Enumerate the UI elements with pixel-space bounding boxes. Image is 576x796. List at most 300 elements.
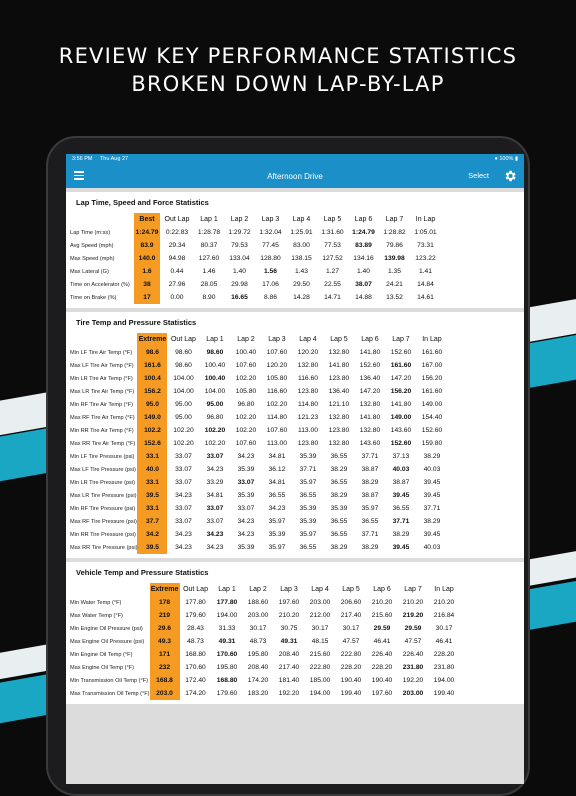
value-cell: 147.20 (359, 388, 381, 395)
value-cell: 226.40 (402, 651, 424, 658)
value-cell: 195.80 (247, 651, 269, 658)
value-cell: 34.23 (237, 518, 255, 525)
table-row (70, 291, 441, 304)
best-value-cell: 161.6 (137, 359, 167, 372)
value-cell: 98.60 (206, 349, 224, 356)
value-cell: 212.00 (309, 612, 331, 619)
header-spacer (70, 213, 134, 226)
value-cell: 1:29.72 (228, 229, 251, 236)
value-cell: 141.80 (359, 349, 381, 356)
value-cell: 167.00 (421, 362, 443, 369)
value-cell: 38.29 (423, 453, 441, 460)
row-label: Max RR Tire Pressure (psi) (70, 544, 138, 551)
nav-title: Afternoon Drive (267, 171, 323, 181)
value-cell: 8.90 (202, 294, 216, 301)
best-value-cell: 98.6 (137, 346, 167, 359)
table-row (70, 424, 447, 437)
value-cell: 98.60 (175, 349, 192, 356)
value-cell: 102.20 (204, 427, 226, 434)
section-title: Vehicle Temp and Pressure Statistics (76, 568, 209, 577)
value-cell: 8.86 (263, 294, 278, 301)
best-value-cell: 219 (150, 609, 180, 622)
value-cell: 33.07 (206, 518, 224, 525)
value-cell: 80.37 (200, 242, 218, 249)
value-cell: 179.60 (185, 612, 206, 619)
value-cell: 197.60 (371, 690, 393, 697)
value-cell: 33.07 (175, 505, 192, 512)
value-cell: 156.20 (421, 375, 443, 382)
table-row (70, 515, 447, 528)
value-cell: 210.20 (402, 599, 424, 606)
column-header[interactable]: In Lap (422, 336, 442, 343)
row-label: Max Water Temp (°F) (70, 612, 123, 619)
column-header[interactable]: Extreme (137, 333, 167, 346)
column-header[interactable]: Lap 6 (354, 216, 373, 223)
column-header[interactable]: Lap 3 (261, 216, 280, 223)
value-cell: 1:31.60 (321, 229, 344, 236)
wifi-icon: ● (494, 156, 498, 162)
value-cell: 35.39 (299, 453, 317, 460)
value-cell: 107.60 (235, 440, 257, 447)
value-cell: 123.22 (415, 255, 436, 262)
value-cell: 102.20 (173, 427, 194, 434)
value-cell: 203.00 (247, 612, 269, 619)
value-cell: 104.00 (204, 388, 226, 395)
value-cell: 206.60 (340, 599, 362, 606)
value-cell: 141.80 (359, 414, 381, 421)
value-cell: 29.59 (404, 625, 422, 632)
value-cell: 107.60 (266, 349, 288, 356)
value-cell: 149.00 (421, 401, 443, 408)
value-cell: 159.80 (421, 440, 443, 447)
column-header[interactable]: Lap 2 (237, 336, 255, 343)
value-cell: 83.00 (293, 242, 310, 249)
value-cell: 210.20 (371, 599, 393, 606)
value-cell: 181.40 (278, 677, 300, 684)
value-cell: 36.12 (268, 466, 286, 473)
value-cell: 194.00 (309, 690, 331, 697)
best-value-cell: 1.6 (134, 265, 160, 278)
value-cell: 102.20 (235, 375, 257, 382)
row-label: Max RR Tire Air Temp (°F) (70, 440, 136, 447)
value-cell: 219.20 (402, 612, 424, 619)
table-row (70, 450, 447, 463)
value-cell: 37.71 (361, 531, 379, 538)
value-cell: 14.28 (293, 294, 310, 301)
table-row (70, 596, 460, 609)
value-cell: 35.97 (361, 505, 379, 512)
value-cell: 79.53 (231, 242, 248, 249)
value-cell: 1:28.82 (383, 229, 406, 236)
value-cell: 36.55 (330, 479, 348, 486)
value-cell: 46.41 (373, 638, 391, 645)
row-label: Max Transmission Oil Temp (°F) (70, 690, 150, 697)
table-row (70, 239, 441, 252)
value-cell: 152.60 (390, 349, 412, 356)
value-cell: 104.00 (173, 388, 194, 395)
value-cell: 35.97 (299, 531, 317, 538)
value-cell: 161.60 (421, 349, 443, 356)
value-cell: 37.71 (361, 453, 379, 460)
value-cell: 34.81 (268, 453, 286, 460)
value-cell: 188.60 (247, 599, 269, 606)
best-value-cell: 39.5 (137, 541, 167, 554)
table-row (70, 463, 447, 476)
column-header[interactable]: Out Lap (170, 336, 196, 343)
nav-bar (66, 164, 524, 188)
value-cell: 132.80 (297, 362, 319, 369)
best-value-cell: 29.6 (150, 622, 180, 635)
value-cell: 14.84 (417, 281, 434, 288)
value-cell: 34.81 (206, 492, 224, 499)
column-header[interactable]: Lap 5 (342, 586, 360, 593)
header-spacer (70, 333, 137, 346)
value-cell: 35.97 (268, 518, 286, 525)
value-cell: 174.20 (185, 690, 206, 697)
gear-icon[interactable] (503, 169, 517, 183)
value-cell: 33.29 (206, 479, 224, 486)
table-row (70, 541, 447, 554)
table-row (70, 674, 460, 687)
value-cell: 194.00 (433, 677, 455, 684)
value-cell: 96.80 (206, 414, 224, 421)
column-header[interactable]: Lap 5 (330, 336, 348, 343)
value-cell: 34.23 (237, 531, 255, 538)
table-row (70, 346, 447, 359)
value-cell: 210.20 (433, 599, 455, 606)
table-row (70, 648, 460, 661)
value-cell: 183.20 (247, 690, 269, 697)
value-cell: 30.75 (280, 625, 298, 632)
value-cell: 14.71 (324, 294, 341, 301)
headline-line-1: REVIEW KEY PERFORMANCE STATISTICS (58, 44, 518, 68)
column-header[interactable]: Lap 3 (268, 336, 286, 343)
value-cell: 38.87 (392, 479, 410, 486)
value-cell: 156.20 (390, 388, 412, 395)
value-cell: 120.20 (266, 362, 288, 369)
best-value-cell: 33.1 (137, 450, 167, 463)
value-cell: 27.96 (168, 281, 186, 288)
value-cell: 139.98 (384, 255, 405, 262)
table-row (70, 622, 460, 635)
value-cell: 33.07 (175, 453, 192, 460)
row-label: Max LF Tire Pressure (psi) (70, 466, 136, 473)
value-cell: 113.00 (266, 440, 287, 447)
value-cell: 1:32.04 (259, 229, 282, 236)
stats-table (70, 583, 460, 700)
table-row (70, 278, 441, 291)
value-cell: 36.55 (330, 518, 348, 525)
column-header[interactable]: Lap 2 (249, 586, 267, 593)
value-cell: 37.71 (423, 505, 441, 512)
value-cell: 96.80 (237, 401, 255, 408)
battery-level: 100% (499, 156, 514, 162)
value-cell: 127.60 (198, 255, 220, 262)
value-cell: 73.31 (417, 242, 434, 249)
value-cell: 36.55 (299, 544, 317, 551)
row-label: Max RF Tire Pressure (psi) (70, 518, 137, 525)
value-cell: 1.40 (356, 268, 371, 275)
row-label: Min Engine Oil Pressure (psi) (70, 625, 143, 632)
value-cell: 95.00 (175, 414, 192, 421)
value-cell: 179.60 (216, 690, 238, 697)
table-row (70, 385, 447, 398)
section-title: Tire Temp and Pressure Statistics (76, 318, 197, 327)
value-cell: 152.60 (390, 440, 412, 447)
row-label: Max RF Tire Air Temp (°F) (70, 414, 135, 421)
value-cell: 22.55 (324, 281, 341, 288)
value-cell: 33.07 (175, 466, 192, 473)
value-cell: 47.57 (404, 638, 422, 645)
value-cell: 39.45 (392, 492, 410, 499)
section-title: Lap Time, Speed and Force Statistics (76, 198, 209, 207)
value-cell: 133.04 (229, 255, 250, 262)
value-cell: 35.39 (299, 505, 317, 512)
value-cell: 228.20 (433, 651, 455, 658)
value-cell: 35.97 (268, 544, 286, 551)
value-cell: 114.80 (266, 414, 287, 421)
column-header[interactable]: Lap 5 (323, 216, 342, 223)
value-cell: 128.80 (260, 255, 281, 262)
row-label: Max LR Tire Air Temp (°F) (70, 388, 135, 395)
table-row (70, 398, 447, 411)
value-cell: 29.34 (168, 242, 186, 249)
value-cell: 35.39 (237, 544, 255, 551)
value-cell: 177.80 (185, 599, 206, 606)
value-cell: 38.29 (330, 466, 348, 473)
column-header[interactable]: Lap 1 (218, 586, 236, 593)
value-cell: 37.13 (392, 453, 410, 460)
best-value-cell: 39.5 (137, 489, 167, 502)
value-cell: 49.31 (280, 638, 298, 645)
column-header[interactable]: Lap 2 (230, 216, 249, 223)
stats-card (66, 562, 524, 704)
row-label: Min LR Tire Pressure (psi) (70, 479, 135, 486)
column-header[interactable]: Lap 1 (206, 336, 224, 343)
value-cell: 35.39 (268, 531, 286, 538)
value-cell: 123.80 (297, 388, 319, 395)
row-label: Min RR Tire Air Temp (°F) (70, 427, 134, 434)
table-header-row (70, 213, 441, 226)
best-value-cell: 149.0 (137, 411, 167, 424)
column-header[interactable]: Out Lap (164, 216, 190, 223)
value-cell: 34.23 (175, 492, 192, 499)
column-header[interactable]: In Lap (415, 216, 436, 223)
tablet-frame (46, 136, 530, 796)
table-row (70, 687, 460, 700)
value-cell: 152.60 (359, 362, 381, 369)
best-value-cell: 178 (150, 596, 180, 609)
value-cell: 231.80 (402, 664, 424, 671)
value-cell: 194.00 (216, 612, 238, 619)
value-cell: 121.10 (328, 401, 350, 408)
value-cell: 141.80 (328, 362, 350, 369)
table-row (70, 437, 447, 450)
table-row (70, 635, 460, 648)
value-cell: 47.57 (342, 638, 360, 645)
stats-table (70, 213, 441, 304)
column-header[interactable]: Lap 7 (385, 216, 404, 223)
best-value-cell: 168.8 (150, 674, 180, 687)
value-cell: 132.80 (328, 440, 350, 447)
value-cell: 1.41 (418, 268, 433, 275)
promo-headline (0, 42, 576, 98)
column-header[interactable]: Lap 4 (292, 216, 311, 223)
value-cell: 95.00 (175, 401, 192, 408)
value-cell: 147.20 (390, 375, 412, 382)
value-cell: 36.55 (299, 492, 317, 499)
value-cell: 36.55 (268, 492, 286, 499)
value-cell: 1.43 (294, 268, 309, 275)
value-cell: 46.41 (435, 638, 453, 645)
value-cell: 40.03 (392, 466, 410, 473)
value-cell: 102.20 (235, 427, 257, 434)
value-cell: 231.80 (433, 664, 455, 671)
value-cell: 116.60 (266, 388, 287, 395)
column-header[interactable]: Lap 3 (280, 586, 298, 593)
value-cell: 34.23 (237, 453, 255, 460)
value-cell: 38.07 (355, 281, 372, 288)
value-cell: 34.23 (175, 544, 192, 551)
value-cell: 174.20 (247, 677, 269, 684)
row-label: Time on Brake (%) (70, 294, 117, 301)
column-header[interactable]: In Lap (434, 586, 454, 593)
value-cell: 30.17 (249, 625, 267, 632)
row-label: Lap Time (m:ss) (70, 229, 111, 236)
column-header[interactable]: Lap 1 (200, 216, 218, 223)
value-cell: 170.60 (216, 651, 238, 658)
value-cell: 123.80 (328, 375, 350, 382)
table-row (70, 609, 460, 622)
value-cell: 132.80 (328, 414, 350, 421)
value-cell: 208.40 (278, 651, 300, 658)
column-header[interactable]: Extreme (150, 583, 180, 596)
column-header[interactable]: Lap 4 (299, 336, 317, 343)
value-cell: 105.80 (266, 375, 288, 382)
best-value-cell: 83.9 (134, 239, 160, 252)
value-cell: 77.45 (262, 242, 279, 249)
value-cell: 217.40 (340, 612, 362, 619)
table-row (70, 226, 441, 239)
value-cell: 1:28.78 (197, 229, 221, 236)
best-value-cell: 95.0 (137, 398, 167, 411)
value-cell: 28.43 (187, 625, 204, 632)
value-cell: 35.97 (299, 479, 317, 486)
table-row (70, 476, 447, 489)
value-cell: 98.60 (175, 362, 192, 369)
value-cell: 31.33 (218, 625, 236, 632)
column-header[interactable]: Best (134, 213, 160, 226)
value-cell: 199.40 (340, 690, 362, 697)
value-cell: 30.17 (435, 625, 453, 632)
value-cell: 143.60 (359, 440, 381, 447)
value-cell: 102.20 (266, 401, 288, 408)
select-button[interactable]: Select (468, 171, 489, 180)
value-cell: 34.23 (206, 544, 224, 551)
header-spacer (70, 583, 150, 596)
row-label: Max LR Tire Pressure (psi) (70, 492, 137, 499)
value-cell: 34.23 (206, 531, 224, 538)
value-cell: 222.80 (309, 664, 331, 671)
column-header[interactable]: Lap 7 (404, 586, 422, 593)
value-cell: 143.60 (390, 427, 412, 434)
stats-card (66, 192, 524, 308)
best-value-cell: 171 (150, 648, 180, 661)
value-cell: 105.80 (235, 388, 257, 395)
value-cell: 102.20 (173, 440, 194, 447)
value-cell: 123.80 (297, 440, 319, 447)
status-date: Thu Aug 27 (99, 156, 129, 162)
value-cell: 34.23 (206, 466, 224, 473)
value-cell: 35.39 (237, 466, 255, 473)
value-cell: 154.40 (421, 414, 443, 421)
value-cell: 192.20 (402, 677, 424, 684)
row-label: Min RR Tire Pressure (psi) (70, 531, 136, 538)
value-cell: 132.80 (359, 401, 381, 408)
column-header[interactable]: Out Lap (183, 586, 208, 593)
row-label: Min Transmission Oil Temp (°F) (70, 677, 148, 684)
column-header[interactable]: Lap 4 (311, 586, 329, 593)
value-cell: 29.98 (231, 281, 248, 288)
value-cell: 203.00 (309, 599, 331, 606)
value-cell: 36.55 (330, 531, 348, 538)
value-cell: 33.07 (237, 505, 255, 512)
value-cell: 138.15 (291, 255, 312, 262)
value-cell: 185.00 (309, 677, 331, 684)
table-row (70, 359, 447, 372)
table-row (70, 265, 441, 278)
value-cell: 24.21 (386, 281, 403, 288)
value-cell: 13.52 (386, 294, 403, 301)
value-cell: 1.56 (263, 268, 278, 275)
value-cell: 1.46 (202, 268, 216, 275)
value-cell: 38.29 (330, 492, 348, 499)
value-cell: 1:05.01 (414, 229, 437, 236)
value-cell: 48.15 (311, 638, 329, 645)
value-cell: 48.73 (249, 638, 267, 645)
value-cell: 35.39 (237, 492, 255, 499)
value-cell: 192.20 (278, 690, 300, 697)
column-header[interactable]: Lap 7 (392, 336, 410, 343)
value-cell: 149.00 (390, 414, 412, 421)
best-value-cell: 156.2 (137, 385, 167, 398)
value-cell: 37.71 (299, 466, 317, 473)
battery-icon: ▮ (514, 156, 518, 162)
value-cell: 136.40 (328, 388, 350, 395)
value-cell: 228.20 (371, 664, 393, 671)
table-row (70, 528, 447, 541)
value-cell: 14.88 (355, 294, 372, 301)
column-header[interactable]: Lap 6 (373, 586, 391, 593)
value-cell: 39.45 (423, 492, 441, 499)
value-cell: 1.40 (232, 268, 247, 275)
row-label: Max LF Tire Air Temp (°F) (70, 362, 134, 369)
value-cell: 215.60 (309, 651, 331, 658)
value-cell: 0:22.83 (165, 229, 189, 236)
best-value-cell: 140.0 (134, 252, 160, 265)
value-cell: 107.60 (266, 427, 288, 434)
value-cell: 127.52 (322, 255, 343, 262)
value-cell: 170.60 (185, 664, 206, 671)
value-cell: 100.40 (235, 349, 257, 356)
value-cell: 30.17 (311, 625, 329, 632)
value-cell: 28.05 (200, 281, 218, 288)
best-value-cell: 203.0 (150, 687, 180, 700)
value-cell: 33.07 (175, 518, 192, 525)
value-cell: 95.00 (206, 401, 224, 408)
value-cell: 0.44 (170, 268, 184, 275)
column-header[interactable]: Lap 6 (361, 336, 379, 343)
